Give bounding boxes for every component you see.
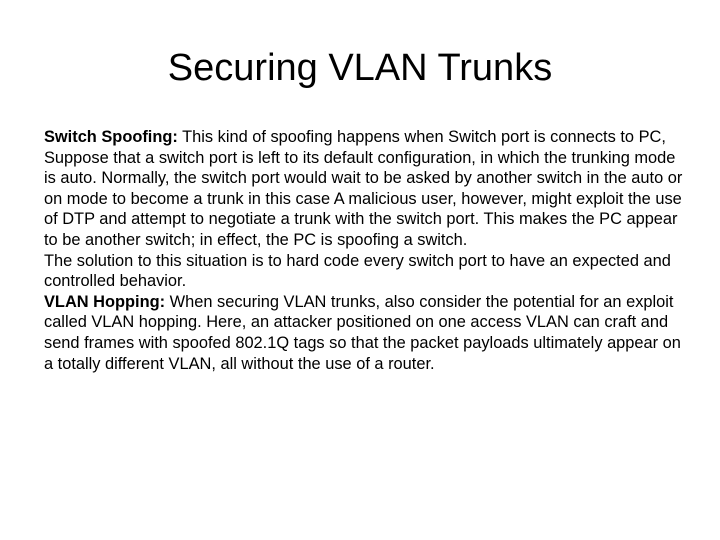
vlan-hopping-heading: VLAN Hopping: — [44, 292, 166, 311]
solution-text: The solution to this situation is to hard code every switch port to have an expected and controlled behavior. — [44, 251, 671, 291]
vlan-hopping-text: When securing VLAN trunks, also consider the potential for an exploit called VLAN hopping. Here, an attacker positioned on one access VLAN can craft and send frames with spoofed 802.1Q tags so that the packet payloads ultimately appear on a totally different VLAN, all without the use of a router. — [44, 292, 681, 373]
slide-body — [44, 127, 684, 374]
slide-title: Securing VLAN Trunks — [167, 47, 553, 89]
paragraph-vlan-hopping — [44, 292, 684, 374]
switch-spoofing-heading: Switch Spoofing: — [44, 128, 178, 146]
switch-spoofing-text: This kind of spoofing happens when Switch port is connects to PC, Suppose that a switch port is left to its default configuration, in which the trunking mode is auto. Normally, the switch port would wait to be asked by another switch in the auto or on mode to become a trunk in this case A malicious user, however, might exploit the use of DTP and attempt to negotiate a trunk with the switch port. This makes the PC appear to be another switch; in effect, the PC is spoofing a switch. — [44, 128, 683, 249]
paragraph-solution — [44, 251, 684, 292]
paragraph-switch-spoofing — [44, 127, 684, 251]
